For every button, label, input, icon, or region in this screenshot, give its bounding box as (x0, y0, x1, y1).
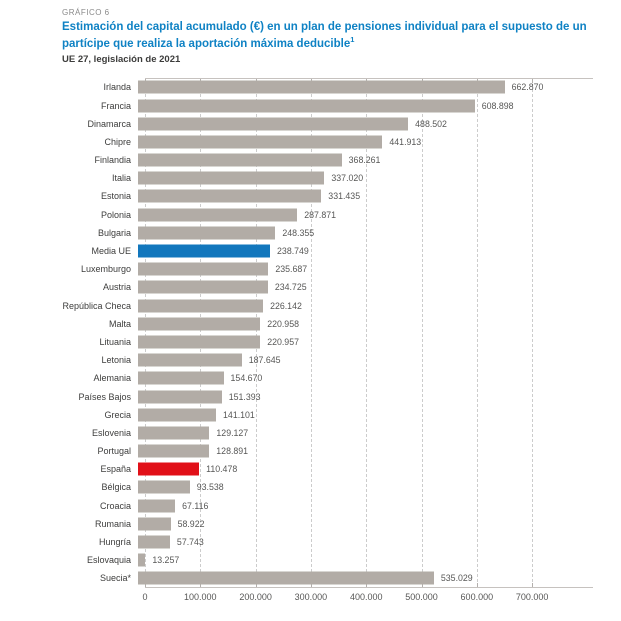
x-tick-label: 300.000 (294, 591, 328, 602)
value-label: 13.257 (152, 555, 180, 566)
bar-row (62, 333, 621, 351)
bar (138, 281, 268, 294)
bar-row (62, 151, 621, 169)
bar (138, 481, 190, 494)
bar-row (62, 551, 621, 569)
bar-row (62, 187, 621, 205)
country-label: Países Bajos (78, 391, 131, 402)
value-label: 337.020 (331, 173, 364, 184)
country-label: Luxemburgo (80, 264, 131, 275)
bar (138, 245, 270, 258)
value-label: 234.725 (274, 282, 307, 293)
bar-track (138, 224, 586, 242)
chart-subtitle: UE 27, legislación de 2021 (62, 54, 181, 66)
country-label: Bélgica (101, 482, 131, 493)
bar-track (138, 533, 586, 551)
bar-track (138, 297, 586, 315)
bar-row (62, 315, 621, 333)
value-label: 220.958 (267, 318, 299, 329)
bar (138, 190, 321, 203)
value-label: 128.891 (216, 446, 249, 457)
bar-track (138, 333, 586, 351)
bar-track (138, 133, 586, 151)
bar (138, 117, 408, 130)
bar-row (62, 96, 621, 114)
country-label: España (100, 464, 131, 475)
value-label: 287.871 (304, 209, 337, 220)
country-label: Italia (111, 173, 131, 184)
bar-row (62, 569, 621, 587)
bar-track (138, 169, 586, 187)
bar-row (62, 133, 621, 151)
country-label: Bulgaria (97, 227, 131, 238)
bar (138, 317, 260, 330)
bar (138, 554, 145, 567)
bar-track (138, 187, 586, 205)
bar (138, 517, 171, 530)
bar-track (138, 497, 586, 515)
chart-kicker: GRÁFICO 6 (62, 8, 110, 17)
bar-rows (62, 78, 621, 587)
country-label: Hungría (98, 537, 131, 548)
value-label: 187.645 (248, 355, 281, 366)
bar-row (62, 533, 621, 551)
bar (138, 299, 263, 312)
x-tick-label: 100.000 (184, 591, 217, 602)
bar-track (138, 115, 586, 133)
x-axis (142, 591, 593, 606)
bar-row (62, 424, 621, 442)
bar-track (138, 478, 586, 496)
bar-row (62, 442, 621, 460)
bar (138, 572, 434, 585)
bar (138, 408, 216, 421)
bar-row (62, 169, 621, 187)
country-label: Lituania (99, 336, 131, 347)
country-label: Portugal (97, 446, 131, 457)
bar-row (62, 206, 621, 224)
bar (138, 154, 342, 167)
bar-track (138, 260, 586, 278)
bar-row (62, 369, 621, 387)
bar-chart (62, 78, 621, 587)
x-tick-label: 500.000 (405, 591, 438, 602)
bar (138, 81, 505, 94)
bar-row (62, 351, 621, 369)
value-label: 57.743 (176, 537, 204, 548)
bar (138, 499, 175, 512)
bar-track (138, 151, 586, 169)
bar-track (138, 369, 586, 387)
bar-track (138, 551, 586, 569)
country-label: Eslovenia (91, 427, 131, 438)
bar-track (138, 351, 586, 369)
country-label: Irlanda (103, 82, 131, 93)
chart-title-footnote-marker: 1 (350, 34, 355, 44)
chart-header (62, 8, 621, 65)
value-label: 441.913 (389, 136, 422, 147)
bar-track (138, 406, 586, 424)
x-tick-label: 0 (142, 591, 148, 602)
value-label: 151.393 (228, 391, 261, 402)
bar-track (138, 569, 586, 587)
value-label: 368.261 (348, 155, 381, 166)
country-label: Suecia* (99, 573, 131, 584)
country-label: Rumania (94, 518, 131, 529)
value-label: 662.870 (511, 82, 544, 93)
bar-track (138, 278, 586, 296)
x-tick-label: 400.000 (349, 591, 383, 602)
country-label: Dinamarca (87, 118, 131, 129)
country-label: Polonia (100, 209, 131, 220)
bar-row (62, 515, 621, 533)
country-label: Croacia (99, 500, 131, 511)
bar-row (62, 224, 621, 242)
bar-row (62, 115, 621, 133)
country-label: Letonia (101, 355, 131, 366)
x-tick-label: 200.000 (239, 591, 272, 602)
value-label: 608.898 (481, 100, 514, 111)
chart-title-text: Estimación del capital acumulado (€) en un plan de pensiones individual para el supuesto de un partícipe que realiza la aportación máxima deducible (62, 21, 587, 50)
bar-track (138, 515, 586, 533)
bar-track (138, 315, 586, 333)
country-label: Francia (100, 100, 131, 111)
bar-row (62, 297, 621, 315)
bar (138, 426, 209, 439)
bar-track (138, 242, 586, 260)
bar (138, 463, 199, 476)
bar (138, 135, 382, 148)
bar (138, 99, 475, 112)
value-label: 248.355 (282, 227, 315, 238)
country-label: Austria (102, 282, 131, 293)
value-label: 488.502 (415, 118, 447, 129)
bar-row (62, 460, 621, 478)
bar-track (138, 78, 586, 96)
value-label: 141.101 (223, 409, 255, 420)
value-label: 220.957 (267, 336, 299, 347)
bar-track (138, 460, 586, 478)
bar-row (62, 260, 621, 278)
bar (138, 208, 297, 221)
bar-track (138, 96, 586, 114)
country-label: Finlandia (94, 155, 131, 166)
bar-track (138, 206, 586, 224)
bar-row (62, 497, 621, 515)
value-label: 154.670 (230, 373, 263, 384)
bar (138, 354, 242, 367)
bar (138, 335, 260, 348)
country-label: Chipre (104, 136, 131, 147)
value-label: 58.922 (177, 518, 205, 529)
bar-row (62, 242, 621, 260)
bar (138, 226, 275, 239)
value-label: 93.538 (196, 482, 224, 493)
bar (138, 263, 268, 276)
bar (138, 390, 222, 403)
country-label: Estonia (100, 191, 131, 202)
x-tick-label: 700.000 (515, 591, 549, 602)
value-label: 67.116 (182, 500, 209, 511)
x-tick-label: 600.000 (460, 591, 494, 602)
bar-track (138, 424, 586, 442)
bar (138, 172, 324, 185)
value-label: 226.142 (270, 300, 302, 311)
country-label: Eslovaquia (86, 555, 131, 566)
bar-row (62, 406, 621, 424)
bar (138, 536, 170, 549)
value-label: 535.029 (440, 573, 473, 584)
value-label: 238.749 (277, 246, 309, 257)
bar-track (138, 387, 586, 405)
country-label: Malta (108, 318, 131, 329)
country-label: Grecia (104, 409, 131, 420)
bar-row (62, 78, 621, 96)
bar (138, 372, 224, 385)
country-label: Media UE (91, 246, 131, 257)
bar-row (62, 278, 621, 296)
bar-track (138, 442, 586, 460)
value-label: 129.127 (216, 427, 249, 438)
chart-title (62, 20, 597, 51)
value-label: 235.687 (275, 264, 308, 275)
value-label: 110.478 (206, 464, 238, 475)
bar (138, 445, 209, 458)
country-label: República Checa (62, 300, 131, 311)
bar-row (62, 478, 621, 496)
value-label: 331.435 (328, 191, 361, 202)
country-label: Alemania (93, 373, 131, 384)
bar-row (62, 387, 621, 405)
